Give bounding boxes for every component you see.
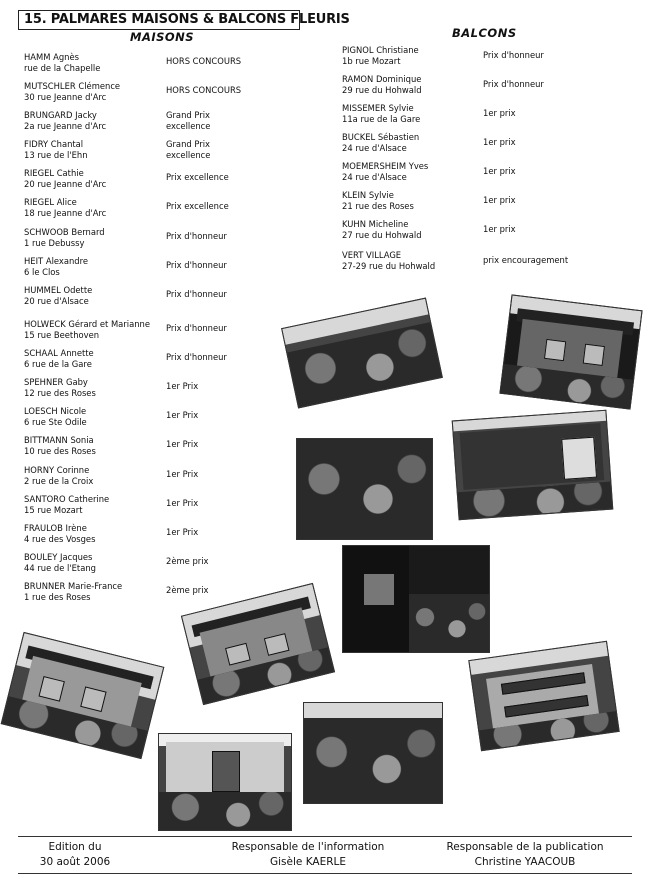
maison-entry <box>24 377 96 399</box>
entry-address: 6 rue de la Gare <box>24 359 92 369</box>
path-photo <box>303 702 443 804</box>
entry-address: 11a rue de la Gare <box>342 114 421 124</box>
maison-prize <box>166 289 227 300</box>
balcon-entry <box>342 161 428 183</box>
prize-label: Prix d'honneur <box>166 352 227 362</box>
prize-label: 1er Prix <box>166 469 199 479</box>
courtyard-photo <box>342 545 490 653</box>
info-name: Gisèle KAERLE <box>270 856 346 868</box>
entry-name: SANTORO Catherine <box>24 494 110 504</box>
maison-prize <box>166 556 209 567</box>
maison-entry <box>24 494 109 516</box>
maison-entry <box>24 319 150 341</box>
entry-address: 6 le Clos <box>24 267 60 277</box>
info-label: Responsable de l'information <box>231 841 385 853</box>
entry-name: MUTSCHLER Clémence <box>24 81 121 91</box>
maison-entry <box>24 52 100 74</box>
entry-address: 27 rue du Hohwald <box>342 230 422 240</box>
entry-name: SPEHNER Gaby <box>24 377 88 387</box>
balcon-prize: 1er prix <box>483 137 516 147</box>
maison-entry <box>24 552 96 574</box>
maison-entry <box>24 435 96 457</box>
maison-prize <box>166 381 198 392</box>
garden-photo-2 <box>296 438 433 540</box>
entry-address: 18 rue Jeanne d'Arc <box>24 208 107 218</box>
entry-name: HAMM Agnès <box>24 52 80 62</box>
entry-address: 12 rue des Roses <box>24 388 96 398</box>
balcon-prize: 1er prix <box>483 108 516 118</box>
entry-name: BITTMANN Sonia <box>24 435 94 445</box>
entry-address: 24 rue d'Alsace <box>342 172 407 182</box>
maison-entry <box>24 285 92 307</box>
maison-prize <box>166 231 227 242</box>
maison-prize <box>166 172 229 183</box>
prize-label: Prix excellence <box>166 201 229 211</box>
maison-entry <box>24 523 95 545</box>
entry-address: 1 rue Debussy <box>24 238 85 248</box>
house-photo-3 <box>1 632 165 759</box>
prize-label: Prix d'honneur <box>166 289 227 299</box>
maison-entry <box>24 81 120 103</box>
entry-name: HOLWECK Gérard et Marianne <box>24 319 150 329</box>
entry-address: 21 rue des Roses <box>342 201 414 211</box>
prize-label: 1er Prix <box>166 527 199 537</box>
prize-label: Grand Prix <box>166 110 210 120</box>
maison-prize <box>166 323 227 334</box>
maison-entry <box>24 110 106 132</box>
prize-label: Prix d'honneur <box>166 260 227 270</box>
entry-address: 44 rue de l'Etang <box>24 563 96 573</box>
maison-prize <box>166 260 227 271</box>
balcony-photo-2 <box>468 641 619 752</box>
footer-info <box>218 840 398 870</box>
footer-edition <box>20 840 130 870</box>
balcon-entry <box>342 132 419 154</box>
prize-label: 2ème prix <box>166 556 209 566</box>
entry-address: rue de la Chapelle <box>24 63 101 73</box>
entry-address: 30 rue Jeanne d'Arc <box>24 92 107 102</box>
entry-address: 20 rue Jeanne d'Arc <box>24 179 107 189</box>
balcon-prize: Prix d'honneur <box>483 50 544 60</box>
maison-prize <box>166 439 198 450</box>
prize-label-2: excellence <box>166 150 211 160</box>
entry-address: 4 rue des Vosges <box>24 534 96 544</box>
prize-label: 1er Prix <box>166 381 199 391</box>
entry-address: 10 rue des Roses <box>24 446 96 456</box>
maison-prize <box>166 56 241 67</box>
balcon-prize: Prix d'honneur <box>483 79 544 89</box>
entry-address: 2 rue de la Croix <box>24 476 94 486</box>
maison-prize <box>166 139 210 161</box>
entry-address: 24 rue d'Alsace <box>342 143 407 153</box>
entry-name: SCHAAL Annette <box>24 348 94 358</box>
entry-address: 20 rue d'Alsace <box>24 296 89 306</box>
pub-name: Christine YAACOUB <box>474 856 576 868</box>
maison-entry <box>24 168 106 190</box>
prize-label: 1er Prix <box>166 439 199 449</box>
entry-address: 29 rue du Hohwald <box>342 85 422 95</box>
maison-prize <box>166 85 241 96</box>
balcon-entry <box>342 45 419 67</box>
maison-entry <box>24 197 106 219</box>
maisons-heading: MAISONS <box>130 30 195 44</box>
maison-entry <box>24 465 93 487</box>
entry-address: 15 rue Mozart <box>24 505 83 515</box>
maison-prize <box>166 498 198 509</box>
maison-entry <box>24 227 105 249</box>
maison-entry <box>24 348 94 370</box>
balcon-entry <box>342 74 422 96</box>
entry-address: 2a rue Jeanne d'Arc <box>24 121 107 131</box>
entry-name: RAMON Dominique <box>342 74 422 84</box>
prize-label: Prix d'honneur <box>166 231 227 241</box>
maison-prize <box>166 469 198 480</box>
balcons-heading: BALCONS <box>452 26 517 40</box>
prize-label: 1er Prix <box>166 498 199 508</box>
entry-address: 1b rue Mozart <box>342 56 401 66</box>
entry-name: FRAULOB Irène <box>24 523 87 533</box>
maison-prize <box>166 527 198 538</box>
garden-photo-1 <box>281 298 443 409</box>
page-title: 15. PALMARES MAISONS & BALCONS FLEURIS <box>18 10 300 30</box>
maison-prize <box>166 201 229 212</box>
maison-prize <box>166 110 210 132</box>
prize-label: 1er Prix <box>166 410 199 420</box>
entry-name: MOEMERSHEIM Yves <box>342 161 429 171</box>
prize-label-2: excellence <box>166 121 211 131</box>
maison-entry <box>24 406 87 428</box>
pub-label: Responsable de la publication <box>446 841 604 853</box>
balcon-entry <box>342 103 420 125</box>
entry-name: FIDRY Chantal <box>24 139 84 149</box>
entry-name: KUHN Micheline <box>342 219 409 229</box>
entry-name: HORNY Corinne <box>24 465 90 475</box>
entry-name: RIEGEL Cathie <box>24 168 84 178</box>
house-photo-1 <box>499 294 642 409</box>
balcony-photo-1 <box>452 410 614 521</box>
maison-entry <box>24 139 88 161</box>
prize-label: HORS CONCOURS <box>166 85 242 95</box>
balcon-entry <box>342 190 414 212</box>
entry-name: KLEIN Sylvie <box>342 190 394 200</box>
maison-entry <box>24 581 122 603</box>
house-photo-2 <box>181 583 335 705</box>
entry-address: 15 rue Beethoven <box>24 330 100 340</box>
entry-name: PIGNOL Christiane <box>342 45 419 55</box>
maison-prize <box>166 585 209 596</box>
entry-name: RIEGEL Alice <box>24 197 77 207</box>
terrace-photo <box>158 733 292 831</box>
maison-entry <box>24 256 88 278</box>
entry-name: BRUNNER Marie-France <box>24 581 123 591</box>
balcon-prize: 1er prix <box>483 166 516 176</box>
entry-name: LOESCH Nicole <box>24 406 87 416</box>
balcon-prize: 1er prix <box>483 195 516 205</box>
edition-date: 30 août 2006 <box>39 856 111 868</box>
prize-label: 2ème prix <box>166 585 209 595</box>
footer-divider-bottom <box>18 873 632 874</box>
entry-address: 6 rue Ste Odile <box>24 417 87 427</box>
entry-address: 27-29 rue du Hohwald <box>342 261 436 271</box>
entry-name: BUCKEL Sébastien <box>342 132 420 142</box>
prize-label: Prix excellence <box>166 172 229 182</box>
entry-name: SCHWOOB Bernard <box>24 227 105 237</box>
entry-name: HUMMEL Odette <box>24 285 93 295</box>
prize-label: Grand Prix <box>166 139 210 149</box>
entry-address: 1 rue des Roses <box>24 592 91 602</box>
entry-name: BOULEY Jacques <box>24 552 93 562</box>
entry-name: VERT VILLAGE <box>342 250 402 260</box>
balcon-entry <box>342 250 435 272</box>
maison-prize <box>166 352 227 363</box>
entry-address: 13 rue de l'Ehn <box>24 150 88 160</box>
edition-label: Edition du <box>48 841 102 853</box>
entry-name: BRUNGARD Jacky <box>24 110 97 120</box>
balcon-prize: prix encouragement <box>483 255 569 265</box>
prize-label: Prix d'honneur <box>166 323 227 333</box>
footer-publication <box>425 840 625 870</box>
balcon-prize: 1er prix <box>483 224 516 234</box>
footer-divider-top <box>18 836 632 837</box>
balcon-entry <box>342 219 422 241</box>
maison-prize <box>166 410 198 421</box>
entry-name: HEIT Alexandre <box>24 256 89 266</box>
prize-label: HORS CONCOURS <box>166 56 242 66</box>
entry-name: MISSEMER Sylvie <box>342 103 414 113</box>
